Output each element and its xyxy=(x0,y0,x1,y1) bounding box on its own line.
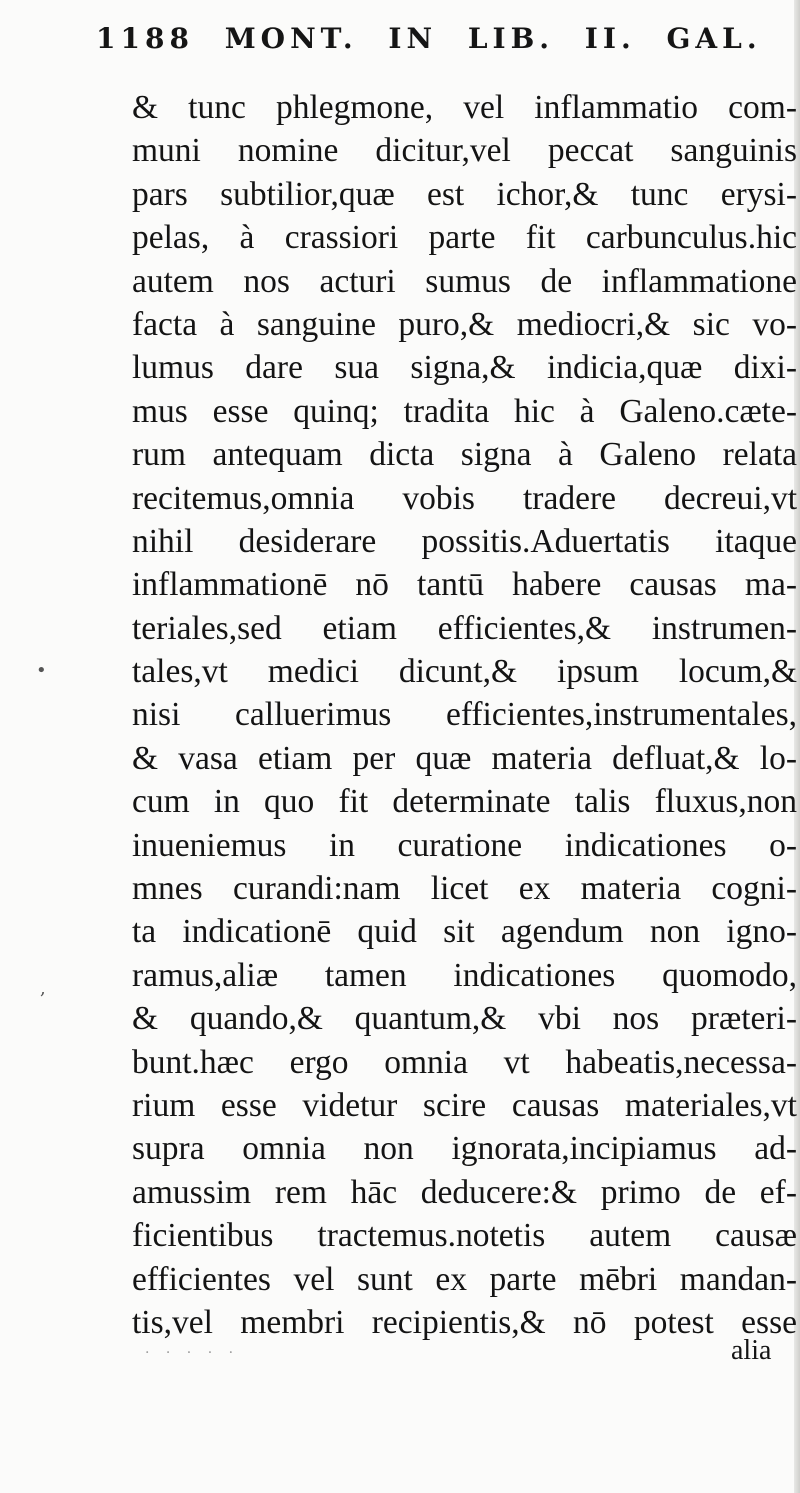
text-line: tis,vel membri recipientis,& nō potest esse xyxy=(132,1303,797,1341)
margin-tick-mark: , xyxy=(40,978,46,999)
main-text-block xyxy=(132,86,797,1344)
text-line: & tunc phlegmone, vel inflammatio com- xyxy=(132,89,797,126)
running-head-word: GAL. xyxy=(666,22,762,55)
margin-dot-mark: • xyxy=(36,660,47,681)
text-line: ficientibus tractemus.notetis autem causæ xyxy=(132,1217,797,1255)
text-line: supra omnia non ignorata,incipiamus ad- xyxy=(132,1130,797,1168)
text-line: nisi calluerimus efficientes,instrumentales, xyxy=(132,696,797,734)
text-line: nihil desiderare possitis.Aduertatis itaque xyxy=(132,522,797,560)
text-line: rium esse videtur scire causas materiales,vt xyxy=(132,1086,797,1124)
ink-smudge: · · · · · xyxy=(145,1345,240,1361)
running-head-word: IN xyxy=(388,22,438,55)
running-head-word: LIB. xyxy=(467,22,555,55)
page-number: 1188 xyxy=(96,22,194,55)
text-line: pars subtilior,quæ est ichor,& tunc erysi- xyxy=(132,175,797,213)
text-line: tales,vt medici dicunt,& ipsum locum,& xyxy=(132,653,797,691)
text-line: mnes curandi:nam licet ex materia cogni- xyxy=(132,870,797,908)
text-line: autem nos acturi sumus de inflammatione xyxy=(132,262,797,300)
text-line: pelas, à crassiori parte fit carbunculus.hic xyxy=(132,219,797,257)
text-line: cum in quo fit determinate talis fluxus,non xyxy=(132,783,797,821)
text-line: bunt.hæc ergo omnia vt habeatis,necessa- xyxy=(132,1043,797,1081)
text-line: teriales,sed etiam efficientes,& instrumen- xyxy=(132,609,797,647)
text-line: & vasa etiam per quæ materia defluat,& lo- xyxy=(132,739,797,777)
text-line: mus esse quinq; tradita hic à Galeno.cæte- xyxy=(132,392,797,430)
text-line: & quando,& quantum,& vbi nos præteri- xyxy=(132,1000,797,1038)
text-line: muni nomine dicitur,vel peccat sanguinis xyxy=(132,132,797,170)
text-line: inueniemus in curatione indicationes o- xyxy=(132,826,797,864)
text-line: ramus,aliæ tamen indicationes quomodo, xyxy=(132,956,797,994)
catchword: alia xyxy=(731,1335,772,1366)
text-line: inflammationē nō tantū habere causas ma- xyxy=(132,566,797,604)
text-line: rum antequam dicta signa à Galeno relata xyxy=(132,436,797,474)
running-header xyxy=(96,22,762,66)
text-line: ta indicationē quid sit agendum non igno- xyxy=(132,913,797,951)
text-line: amussim rem hāc deducere:& primo de ef- xyxy=(132,1173,797,1211)
running-head-word: II. xyxy=(584,22,636,55)
text-line: recitemus,omnia vobis tradere decreui,vt xyxy=(132,479,797,517)
text-line: lumus dare sua signa,& indicia,quæ dixi- xyxy=(132,349,797,387)
running-head-word: MONT. xyxy=(224,22,358,55)
text-line: efficientes vel sunt ex parte mēbri mandan- xyxy=(132,1260,797,1298)
text-line: facta à sanguine puro,& mediocri,& sic vo- xyxy=(132,305,797,343)
